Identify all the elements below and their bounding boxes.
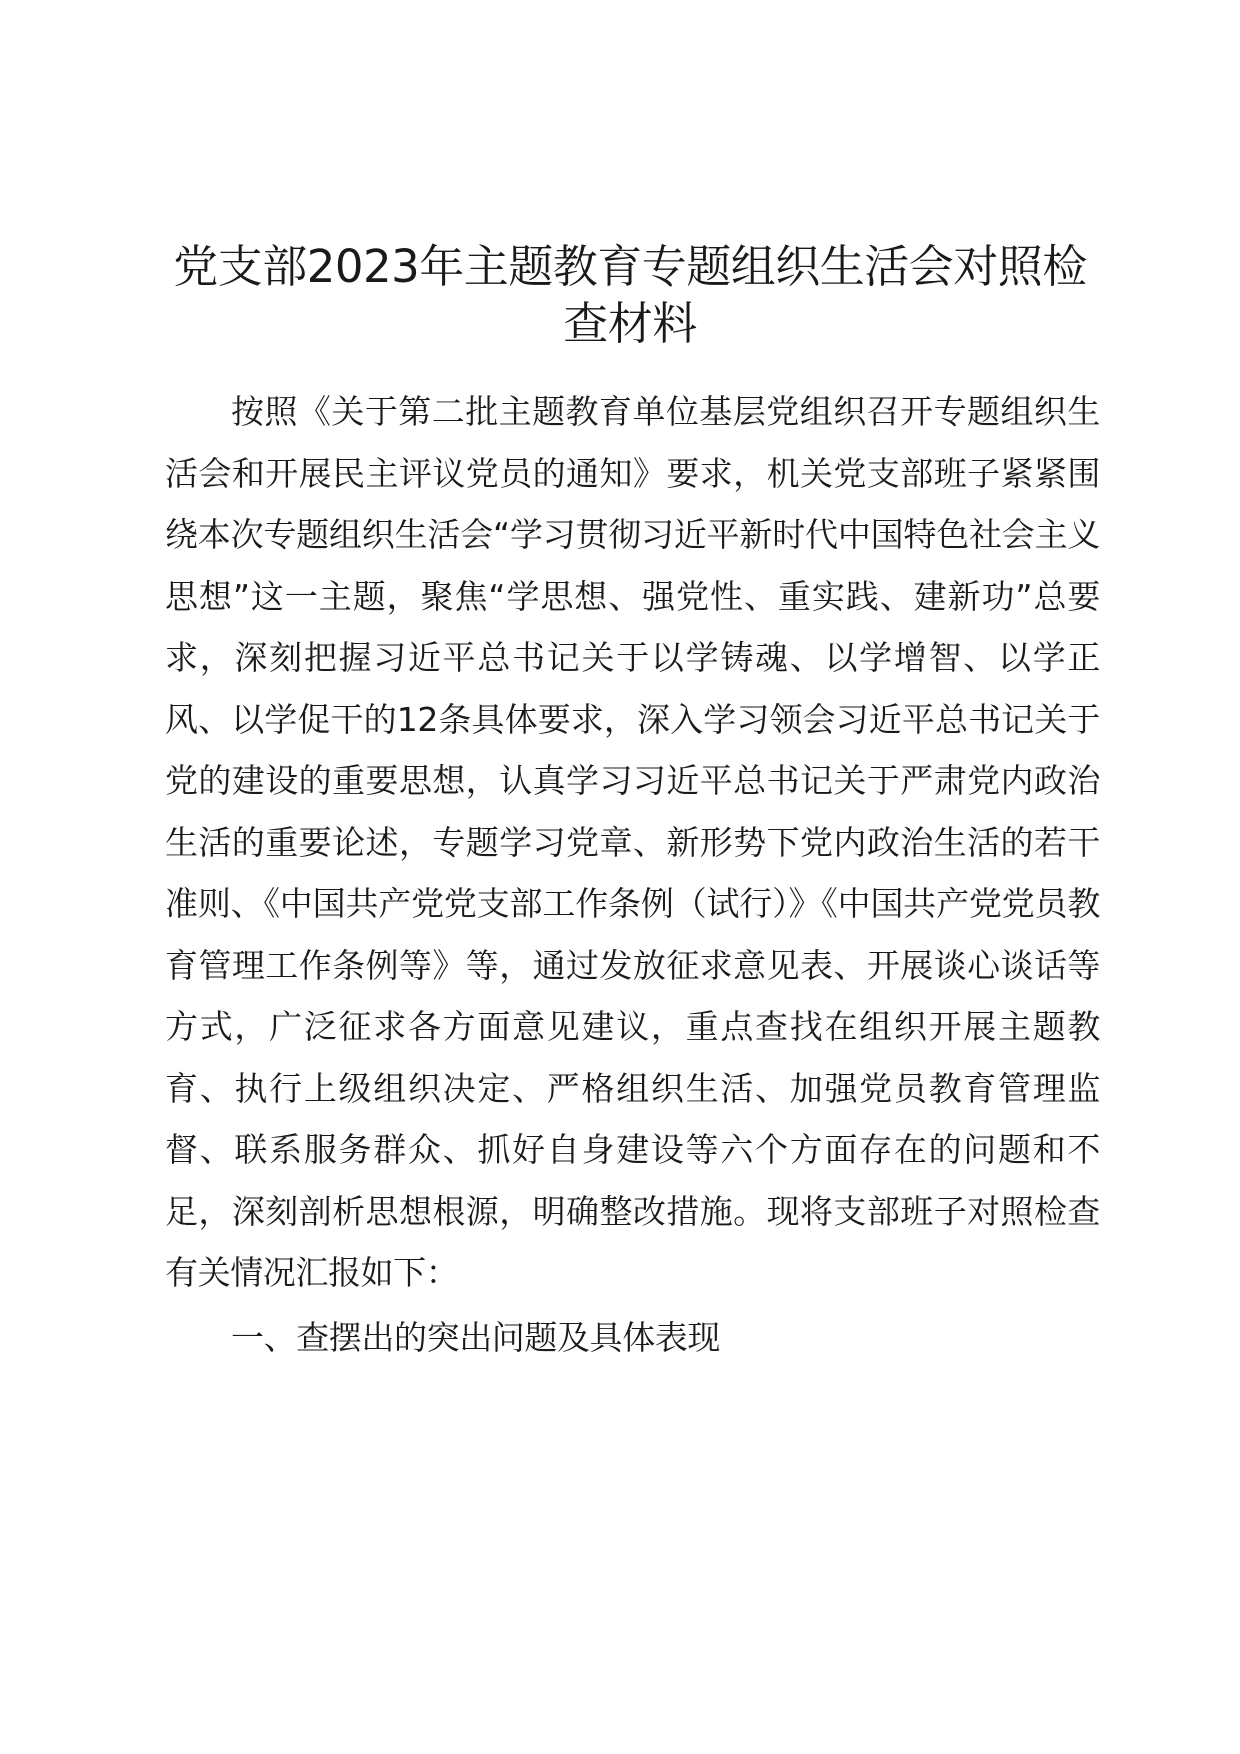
document-title: 党支部2023年主题教育专题组织生活会对照检查材料 bbox=[173, 240, 1087, 350]
intro-paragraph: 按照《关于第二批主题教育单位基层党组织召开专题组织生活会和开展民主评议党员的通知》要求，机关党支部班子紧紧围绕本次专题组织生活会“学习贯彻习近平新时代中国特色社会主义思想”这一主题，聚焦“学思想、强党性、重实践、建新功”总要求，深刻把握习近平总书记关于以学铸魂、以学增智、以学正风、以学促干的12条具体要求，深入学习领会习近平总书记关于党的建设的重要思想，认真学习习近平总书记关于严肃党内政治生活的重要论述，专题学习党章、新形势下党内政治生活的若干准则、《中国共产党党支部工作条例（试行）》《中国共产党党员教育管理工作条例等》等，通过发放征求意见表、开展谈心谈话等方式，广泛征求各方面意见建议，重点查找在组织开展主题教育、执行上级组织决定、严格组织生活、加强党员教育管理监督、联系服务群众、抓好自身建设等六个方面存在的问题和不足，深刻剖析思想根源，明确整改措施。现将支部班子对照检查有关情况汇报如下： bbox=[165, 392, 1100, 1292]
section-heading: 一、查摆出的突出问题及具体表现 bbox=[231, 1318, 721, 1357]
